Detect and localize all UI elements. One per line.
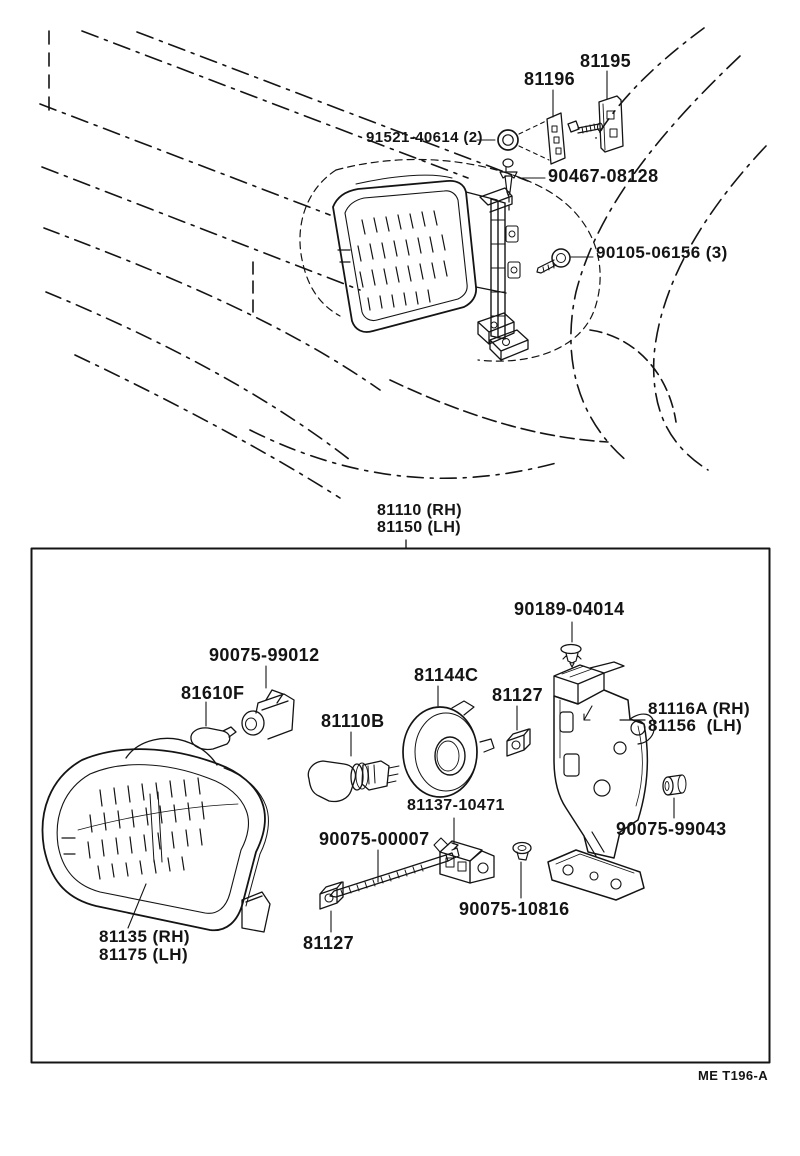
part-screw-90105-drawing (537, 249, 593, 273)
callout-90075-00007: 90075-00007 (319, 829, 430, 849)
part-nut-91521-drawing (477, 121, 549, 160)
headlamp-assembly-drawing (333, 175, 528, 360)
callout-90075-10816: 90075-10816 (459, 899, 570, 919)
callout-81110b: 81110B (321, 711, 385, 731)
part-socket-90075-99012-drawing (242, 666, 294, 739)
callout-81156-lh: 81156 (LH) (648, 716, 743, 735)
part-grommet-90075-10816-drawing (513, 843, 531, 899)
callout-91521-40614: 91521-40614 (2) (366, 129, 483, 146)
callout-90189-04014: 90189-04014 (514, 599, 625, 619)
figure-code: ME T196-A (698, 1068, 769, 1083)
car-body-outline (40, 28, 766, 498)
headlamp-opening-dashed (300, 160, 600, 362)
part-socket-81137-drawing (434, 818, 494, 883)
callout-81610f: 81610F (181, 683, 245, 703)
callout-90075-99043: 90075-99043 (616, 819, 727, 839)
callout-90105-06156: 90105-06156 (3) (596, 243, 728, 262)
callout-81127-upper: 81127 (492, 685, 544, 705)
part-bulb-81110b-drawing (308, 732, 399, 802)
callout-81127-lower: 81127 (303, 933, 355, 953)
part-bracket-81116a-drawing (548, 662, 654, 900)
callout-90467-08128: 90467-08128 (548, 166, 659, 186)
callout-81196: 81196 (524, 69, 576, 89)
part-lens-81135-drawing (43, 738, 270, 932)
callout-81175-lh: 81175 (LH) (99, 945, 189, 964)
box-title-rh: 81110 (RH) (377, 502, 462, 519)
part-collar-90075-99043-drawing (663, 775, 686, 818)
callout-81135-rh: 81135 (RH) (99, 927, 190, 946)
box-title-lh: 81150 (LH) (377, 519, 462, 536)
part-bulb-81610f-drawing (191, 702, 236, 749)
callout-81144c: 81144C (414, 665, 479, 685)
callout-81137-10471: 81137-10471 (407, 797, 505, 814)
callout-90075-99012: 90075-99012 (209, 645, 320, 665)
part-nut-81127-upper-drawing (507, 706, 530, 756)
part-plate-81196-drawing (547, 90, 565, 164)
callout-81116a-rh: 81116A (RH) (648, 699, 751, 718)
assembly-box-frame (32, 540, 770, 1063)
part-ring-81144c-drawing (403, 686, 494, 797)
part-clip-90189-drawing (561, 622, 581, 667)
callout-81195: 81195 (580, 51, 632, 71)
